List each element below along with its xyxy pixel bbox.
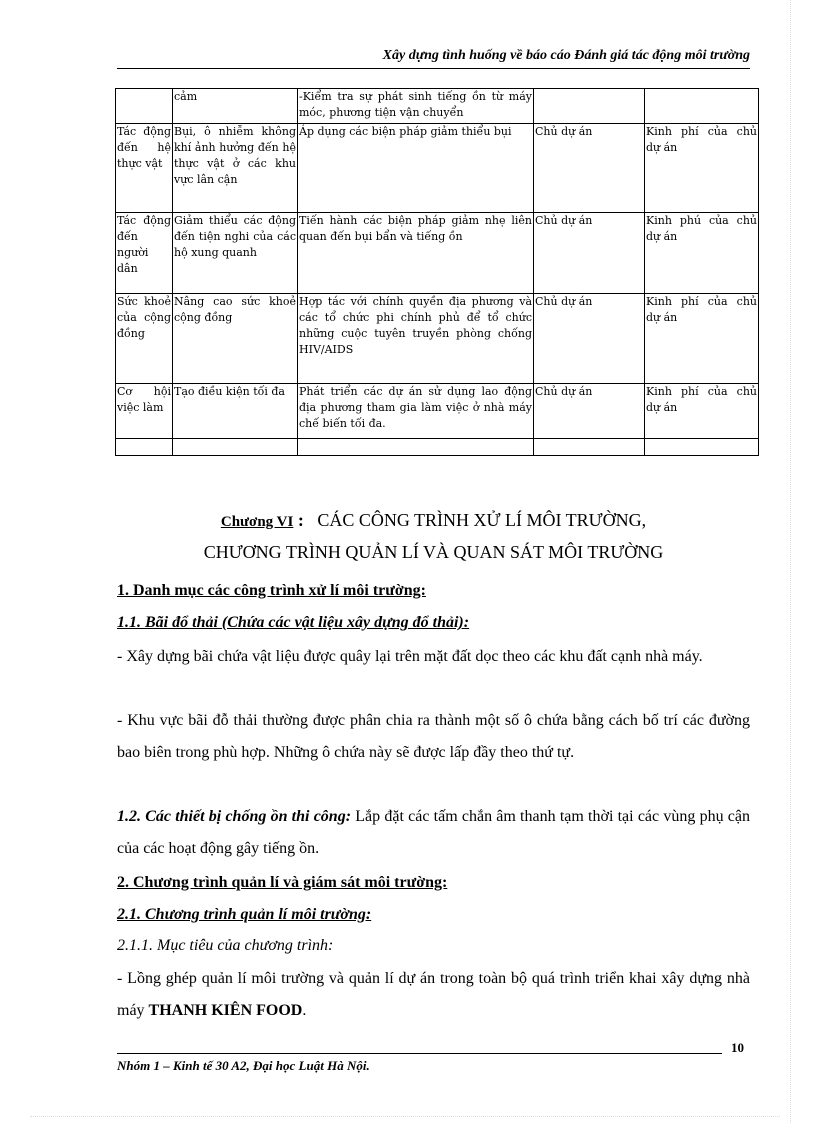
- header-rule: [117, 68, 750, 69]
- paragraph-text: Lắp đặt các tấm chắn âm thanh tạm thời tại các vùng phụ cận của các hoạt động gây tiếng ồn.: [117, 808, 751, 857]
- table-cell: [173, 439, 298, 456]
- table-cell: [116, 89, 173, 124]
- table-cell: Chủ dự án: [534, 213, 645, 294]
- table-cell: Tạo điều kiện tối đa: [173, 384, 298, 439]
- paragraph: [117, 963, 750, 1027]
- table-cell: -Kiểm tra sự phát sinh tiếng ồn từ máy móc, phương tiện vận chuyển: [298, 89, 534, 124]
- chapter-title-line-1: CÁC CÔNG TRÌNH XỬ LÍ MÔI TRƯỜNG,: [317, 510, 647, 530]
- table-cell: cảm: [173, 89, 298, 124]
- section-2-1-1-heading: 2.1.1. Mục tiêu của chương trình:: [117, 937, 334, 954]
- table-cell: Kinh phí của chủ dự án: [645, 294, 759, 384]
- table-cell: Nâng cao sức khoẻ cộng đồng: [173, 294, 298, 384]
- table-cell: Áp dụng các biện pháp giảm thiểu bụi: [298, 124, 534, 213]
- table-cell: Bụi, ô nhiễm không khí ảnh hưởng đến hệ thực vật ở các khu vực lân cận: [173, 124, 298, 213]
- table-cell: [534, 439, 645, 456]
- table-cell: Tác động đến hệ thực vật: [116, 124, 173, 213]
- chapter-title-line-2: CHƯƠNG TRÌNH QUẢN LÍ VÀ QUAN SÁT MÔI TRƯỜNG: [203, 542, 664, 562]
- paragraph-end: .: [302, 1002, 307, 1019]
- table-cell: Tiến hành các biện pháp giảm nhẹ liên quan đến bụi bẩn và tiếng ồn: [298, 213, 534, 294]
- running-header: Xây dựng tình huống về báo cáo Đánh giá tác động môi trường: [382, 48, 750, 63]
- table-row: [116, 89, 759, 124]
- table-cell: Kinh phú của chủ dự án: [645, 213, 759, 294]
- section-1-1-heading-text: 1.1. Bãi đổ thải (Chứa các vật liệu xây dựng đổ thải):: [117, 614, 470, 631]
- table-cell: Kinh phí của chủ dự án: [645, 384, 759, 439]
- table-row: [116, 439, 759, 456]
- table-cell: Giảm thiểu các động đến tiện nghi của các hộ xung quanh: [173, 213, 298, 294]
- chapter-label: Chương VI: [220, 514, 294, 530]
- table-cell: Tác động đến người dân: [116, 213, 173, 294]
- section-1-heading: [117, 575, 750, 607]
- paragraph: - Xây dựng bãi chứa vật liệu được quây lại trên mặt đất dọc theo các khu đất cạnh nhà máy.: [117, 648, 703, 665]
- table-cell: Chủ dự án: [534, 294, 645, 384]
- paragraph: [117, 801, 750, 865]
- impact-mitigation-table: [115, 88, 759, 456]
- table-cell: [645, 89, 759, 124]
- table-cell: [298, 439, 534, 456]
- chapter-heading: [117, 510, 750, 531]
- section-1-1-heading: [117, 607, 750, 639]
- table-cell: Chủ dự án: [534, 124, 645, 213]
- table-cell: [534, 89, 645, 124]
- paragraph: - Khu vực bãi đỗ thải thường được phân chia ra thành một số ô chứa bằng cách bố trí các đường bao biên trong phù hợp. Những ô chứa này sẽ được lấp đầy theo thứ tự.: [117, 712, 750, 761]
- section-1-2-heading: 1.2. Các thiết bị chống ồn thi công:: [117, 808, 352, 825]
- table-cell: Hợp tác với chính quyền địa phương và các tổ chức phi chính phủ để tổ chức những cuộc tuyên truyền phòng chống HIV/AIDS: [298, 294, 534, 384]
- section-1-heading-text: 1. Danh mục các công trình xử lí môi trường:: [117, 582, 426, 599]
- chapter-colon: :: [293, 510, 304, 530]
- section-2-1-heading-text: 2.1. Chương trình quản lí môi trường:: [117, 906, 372, 923]
- page-edge-bottom: [30, 1116, 780, 1117]
- table-row: [116, 384, 759, 439]
- table-cell: Chủ dự án: [534, 384, 645, 439]
- table-cell: [116, 439, 173, 456]
- section-2-heading-text: 2. Chương trình quản lí và giám sát môi trường:: [117, 874, 448, 891]
- table-cell: Phát triển các dự án sử dụng lao động địa phương tham gia làm việc ở nhà máy chế biến tối đa.: [298, 384, 534, 439]
- table-cell: Kinh phí của chủ dự án: [645, 124, 759, 213]
- paragraph-text: - Lồng ghép quản lí môi trường và quản lí dự án trong toàn bộ quá trình triển khai xây dựng nhà máy: [117, 970, 750, 1019]
- table-cell: Cơ hội việc làm: [116, 384, 173, 439]
- footer-rule: [117, 1053, 722, 1054]
- table-row: [116, 294, 759, 384]
- table-row: [116, 124, 759, 213]
- table-row: [116, 213, 759, 294]
- company-name: THANH KIÊN FOOD: [148, 1002, 303, 1019]
- section-2-1-heading: [117, 899, 750, 931]
- page-number: 10: [731, 1040, 744, 1055]
- section-2-heading: [117, 867, 750, 899]
- running-footer: Nhóm 1 – Kinh tế 30 A2, Đại học Luật Hà Nội.: [117, 1058, 370, 1073]
- table-cell: [645, 439, 759, 456]
- table-cell: Sức khoẻ của cộng đồng: [116, 294, 173, 384]
- page-edge-right: [790, 0, 791, 1123]
